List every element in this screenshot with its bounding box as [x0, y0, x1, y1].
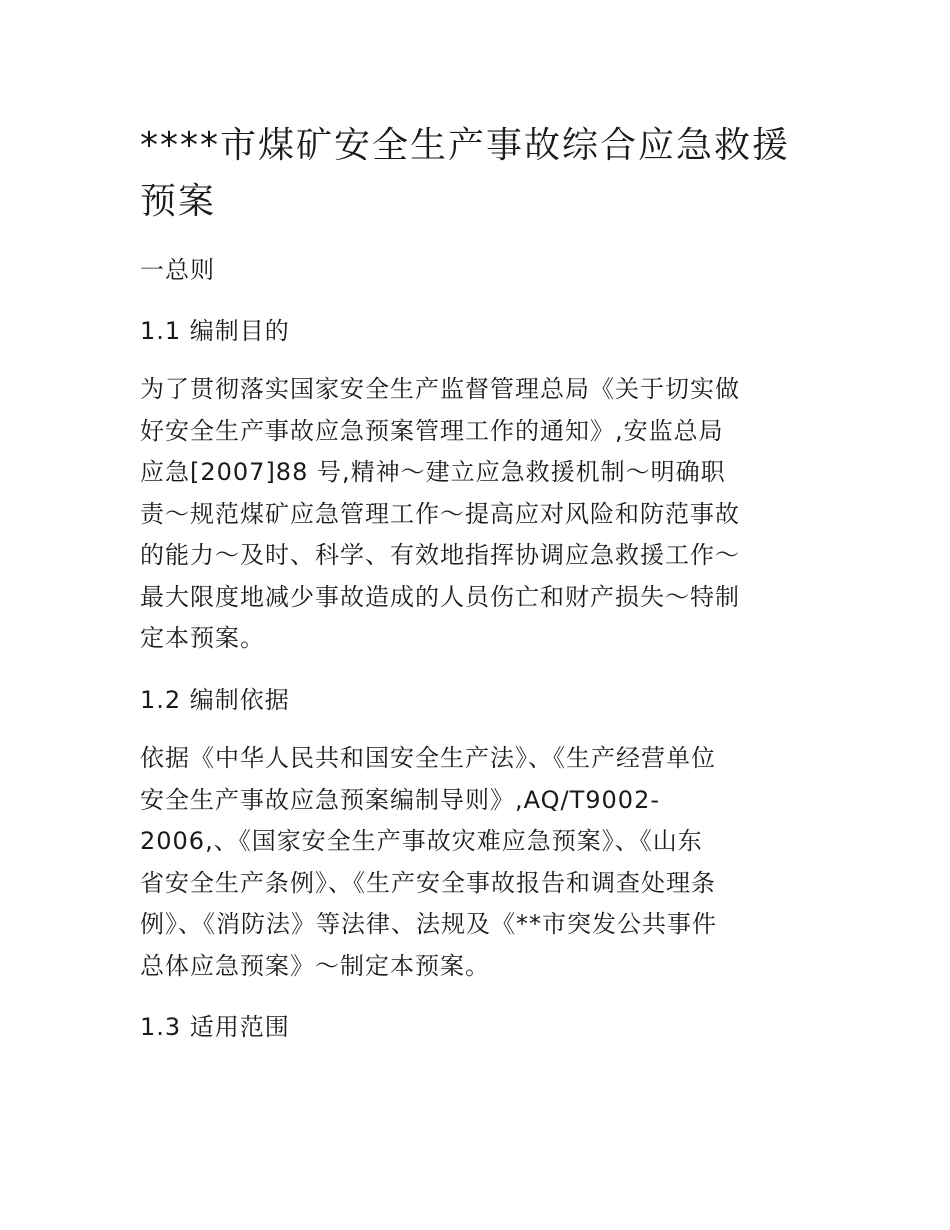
section-1-1-heading: 1.1 编制目的	[140, 317, 290, 345]
section-1-3-heading: 1.3 适用范围	[140, 1013, 290, 1041]
paragraph-line: 依据《中华人民共和国安全生产法》、《生产经营单位	[140, 744, 716, 772]
paragraph-line: 例》、《消防法》等法律、法规及《**市突发公共事件	[140, 910, 717, 938]
paragraph-line: 责～规范煤矿应急管理工作～提高应对风险和防范事故	[140, 499, 740, 528]
paragraph-line: 的能力～及时、科学、有效地指挥协调应急救援工作～	[140, 541, 740, 569]
paragraph-line: 最大限度地减少事故造成的人员伤亡和财产损失～特制	[140, 582, 740, 611]
paragraph-line: 应急[2007]88 号,精神～建立应急救援机制～明确职	[140, 458, 726, 486]
paragraph-line: 2006,、《国家安全生产事故灾难应急预案》、《山东	[140, 827, 703, 855]
paragraph-line: 为了贯彻落实国家安全生产监督管理总局《关于切实做	[140, 375, 740, 403]
title-line-2: 预案	[140, 181, 217, 222]
paragraph-line: 总体应急预案》～制定本预案。	[140, 951, 490, 980]
paragraph-line: 安全生产事故应急预案编制导则》,AQ/T9002-	[140, 785, 660, 814]
paragraph-line: 定本预案。	[140, 624, 265, 652]
section-1-2-paragraph	[140, 738, 812, 987]
section-1-2-heading: 1.2 编制依据	[140, 686, 290, 714]
document-title	[140, 118, 812, 230]
paragraph-line: 省安全生产条例》、《生产安全事故报告和调查处理条	[140, 868, 716, 897]
paragraph-line: 好安全生产事故应急预案管理工作的通知》,安监总局	[140, 416, 724, 445]
section-general-heading: 一总则	[140, 256, 215, 284]
section-1-1-paragraph	[140, 369, 812, 660]
title-line-1: ****市煤矿安全生产事故综合应急救援	[140, 125, 791, 166]
